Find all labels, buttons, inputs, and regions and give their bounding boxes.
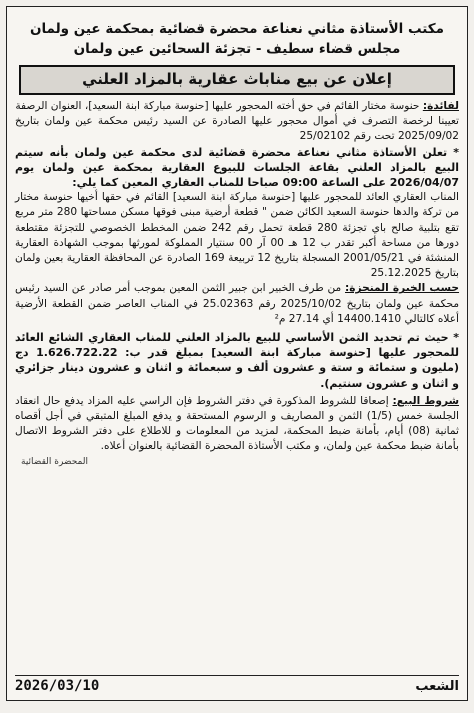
sale-announcement: * تعلن الأستاذة مثاني نعناعة محضرة قضائية لدى محكمة عين ولمان بأنه سيتم البيع بالمزاد العلني بقاعة الجلسات للبيوع العقارية بمحكمة عين ولمان يوم 2026/04/07 على الساعة 09:00 صباحا للمناب العقاري المعين كما يلي: [15, 145, 459, 190]
beneficiary-label: لفائدة: [422, 100, 459, 112]
legal-notice [6, 6, 468, 701]
notice-banner: إعلان عن بيع مناباث عقارية بالمزاد العلني [19, 65, 455, 95]
property-description: المناب العقاري العائد للمحجور عليها [حنوسة مباركة ابنة السعيد] القائم في حقها أخيها حنوسة مختار من تركة والدها حنوسة السعيد الكائن ضمن " قطعة أرضية مبنى فوقها مسكن مساحتها 280 متر مربع تقع بتلبية صالح باي تجزئة 280 قطعة تحمل رقم 242 ضمن المخطط الخصوصي للتجزئة مقتطعة دورها من مساحة أكبر تقدر ب 12 هـ 00 آر 00 سنتيار المملوكة لمورثها بموجب الشهادة العقارية المنشئة في 2001/05/21 المسجلة بتاريخ 12 تربيعة 169 الصادرة عن المحافظة العقارية بعين ولمان بتاريخ 25.12.2025 [15, 191, 460, 280]
office-address: مجلس قضاء سطيف - تجزئة السحائين عين ولمان [73, 41, 401, 57]
authorization-paragraph: تعيينا لرخصة التصرف في أموال محجور عليها الصادرة عن السيد رئيس محكمة عين ولمان بتاريخ 2025/09/02 تحت رقم 25/02102 [15, 115, 459, 143]
footer [15, 675, 459, 696]
seal-caption: المحضرة القضائية [21, 456, 88, 467]
price-paragraph: * حيث تم تحديد الثمن الأساسي للبيع بالمزاد العلني للمناب العقاري الشائع العائد للمحجور عليها [حنوسة مباركة ابنة السعيد] بمبلغ قدر ب: 1.626.722.22 دج (مليون و ستمائة و ستة و عشرون ألف و سبعمائة و اثنان و عشرون دينار جزائري و اثنان و عشرون سنتيم). [15, 331, 459, 390]
expertise-paragraph [15, 281, 459, 327]
seal-area [15, 455, 459, 471]
conditions-paragraph [15, 394, 459, 455]
publication-date: 2026/03/10 [15, 678, 100, 694]
newspaper-name: الشعب [415, 678, 459, 694]
office-title: مكتب الأستاذة مثاني نعناعة محضرة قضائية بمحكمة عين ولمان [29, 21, 445, 37]
beneficiary-text: حنوسة مختار القائم في حق أخته المحجور عليها [حنوسة مباركة ابنة السعيد]، العنوان الرصفة [15, 100, 420, 112]
beneficiary-paragraph [15, 99, 459, 114]
expertise-label: حسب الخبرة المنجزة: [345, 282, 460, 295]
expertise-text: من طرف الخبير ابن جبير الثمن المعين بموجب أمر صادر عن السيد رئيس محكمة عين ولمان بتاريخ 2025/10/02 رقم 25.02363 في المناب العاصر ضمن القطعة الأرضية أعلاه كالتالي 14400.1410 أي 27.14 م² [15, 282, 459, 325]
conditions-label: شروط البيع: [392, 394, 460, 407]
conditions-text: إصعاقا للشروط المذكورة في دفتر الشروط فإن الراسي عليه المزاد يدفع حال انعقاد الجلسة خمس (1/5) الثمن و المصاريف و الرسوم المستحقة و يدفع المبلغ المتبقي في أجل أقصاه ثمانية (08) أيام، بأمانة ضبط المحكمة، لمزيد من المعلومات و للاطلاع على دفتر الشروط الاتصال بأمانة ضبط محكمة عين ولمان، و مكتب الأستاذة المحضرة القضائية بالعنوان أعلاه. [15, 394, 459, 453]
